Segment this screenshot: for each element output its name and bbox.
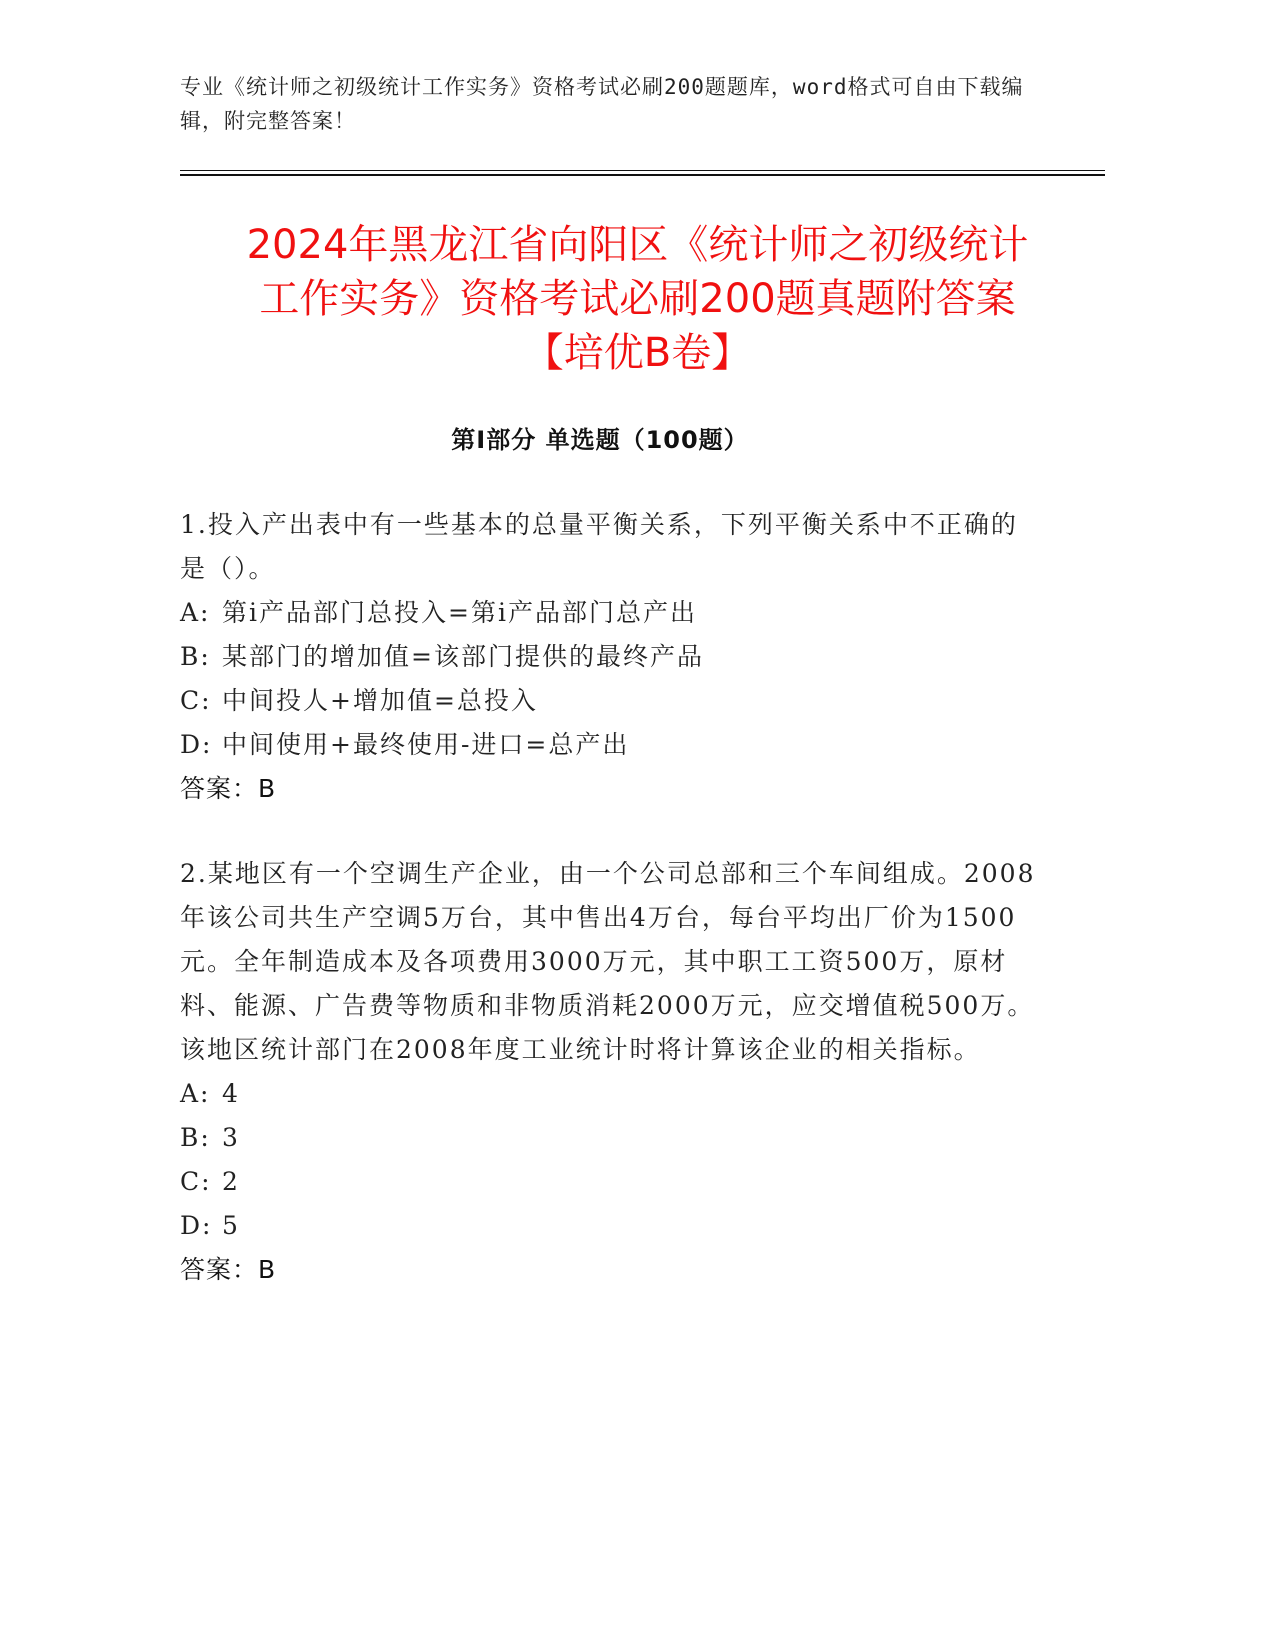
option-letter: D: <box>180 1211 213 1240</box>
question-1 <box>180 503 1040 811</box>
option-text: 第i产品部门总投入=第i产品部门总产出 <box>222 598 697 627</box>
document-title <box>150 218 1125 380</box>
answer: 答案：B <box>180 1255 277 1284</box>
option-d <box>180 723 1040 767</box>
option-text: 中间投人+增加值=总投入 <box>222 686 538 715</box>
option-text: 中间使用+最终使用-进口=总产出 <box>222 730 630 759</box>
option-d <box>180 1204 1040 1248</box>
option-letter: C: <box>180 686 212 715</box>
option-letter: A: <box>180 1079 211 1108</box>
option-letter: B: <box>180 642 211 671</box>
section-title: 第I部分 单选题（100题） <box>451 426 749 454</box>
option-a <box>180 1072 1040 1116</box>
header-divider-thick <box>180 174 1105 176</box>
option-c <box>180 679 1040 723</box>
title-line-1: 2024年黑龙江省向阳区《统计师之初级统计 <box>246 222 1029 268</box>
title-line-2: 工作实务》资格考试必刷200题真题附答案 <box>259 276 1016 322</box>
option-text: 4 <box>222 1079 240 1108</box>
option-c <box>180 1160 1040 1204</box>
option-letter: B: <box>180 1123 211 1152</box>
option-b <box>180 1116 1040 1160</box>
question-2 <box>180 852 1040 1292</box>
option-letter: C: <box>180 1167 212 1196</box>
option-text: 3 <box>222 1123 240 1152</box>
option-text: 5 <box>222 1211 240 1240</box>
option-text: 某部门的增加值=该部门提供的最终产品 <box>222 642 704 671</box>
option-b <box>180 635 1040 679</box>
answer: 答案：B <box>180 774 277 803</box>
option-a <box>180 591 1040 635</box>
question-text: 2.某地区有一个空调生产企业，由一个公司总部和三个车间组成。2008年该公司共生产空调5万台，其中售出4万台，每台平均出厂价为1500元。全年制造成本及各项费用3000万元，其中职工工资500万，原材料、能源、广告费等物质和非物质消耗2000万元，应交增值税500万。该地区统计部门在2008年度工业统计时将计算该企业的相关指标。 <box>180 859 1036 1064</box>
title-line-3: 【培优B卷】 <box>523 330 752 376</box>
option-letter: A: <box>180 598 211 627</box>
header-note: 专业《统计师之初级统计工作实务》资格考试必刷200题题库，word格式可自由下载编辑，附完整答案！ <box>180 75 1024 133</box>
option-text: 2 <box>222 1167 240 1196</box>
question-text: 1.投入产出表中有一些基本的总量平衡关系，下列平衡关系中不正确的是（）。 <box>180 510 1018 583</box>
header-divider-thin <box>180 170 1105 171</box>
option-letter: D: <box>180 730 213 759</box>
